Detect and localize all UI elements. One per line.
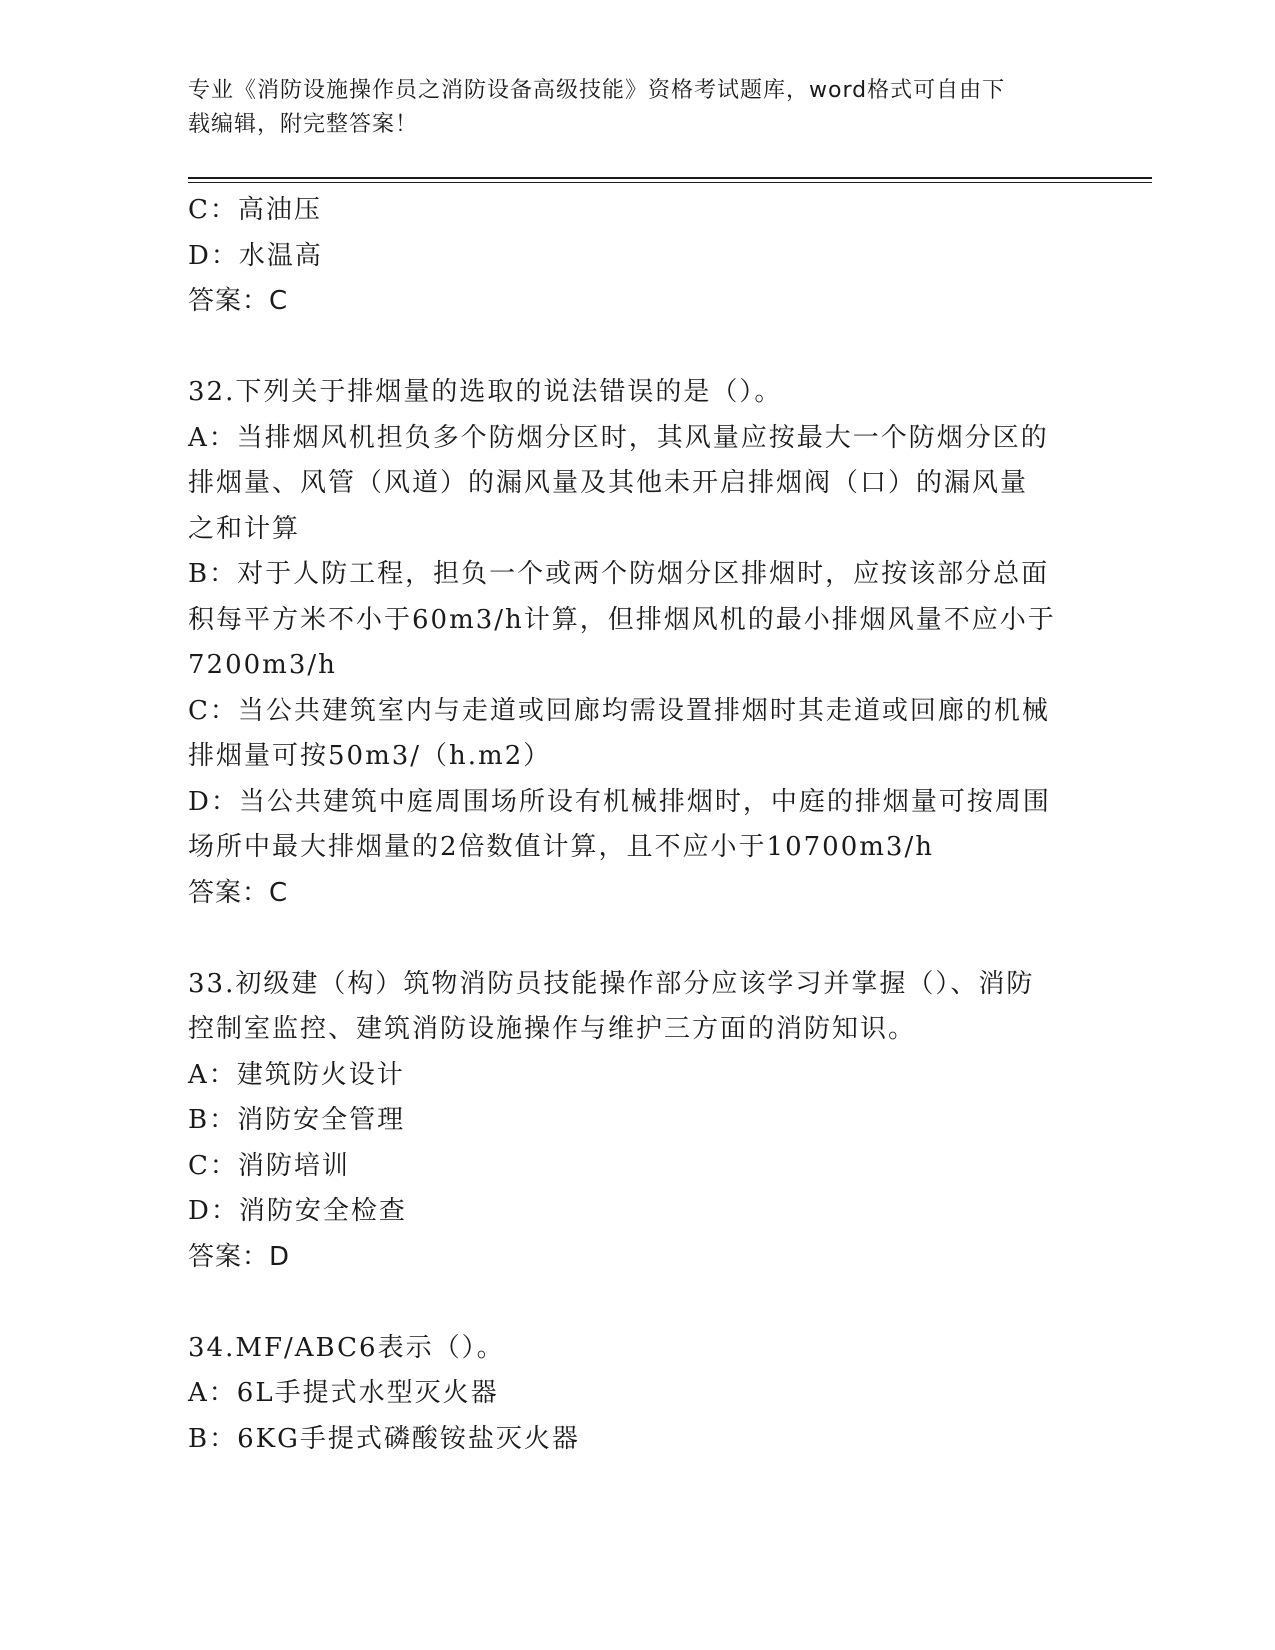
q32-option-b-line-1: B：对于人防工程，担负一个或两个防烟分区排烟时，应按该部分总面 [188, 559, 1050, 589]
q32-answer: 答案：C [188, 877, 289, 908]
q31-option-d: D：水温高 [188, 240, 323, 271]
q31-answer: 答案：C [188, 286, 289, 316]
q31-option-c: C：高油压 [188, 195, 322, 225]
spacer [188, 1280, 1088, 1326]
document-body [188, 188, 1088, 1462]
q32-option-d-line-2: 场所中最大排烟量的2倍数值计算，且不应小于10700m3/h [188, 832, 934, 862]
header-rule-thick [188, 177, 1152, 179]
q32-option-c-line-1: C：当公共建筑室内与走道或回廊均需设置排烟时其走道或回廊的机械 [188, 695, 1050, 726]
q32-stem: 32.下列关于排烟量的选取的说法错误的是（）。 [188, 377, 783, 407]
header-line-2: 载编辑，附完整答案！ [188, 112, 419, 137]
q33-option-b: B：消防安全管理 [188, 1105, 406, 1135]
q32-option-d-line-1: D：当公共建筑中庭周围场所设有机械排烟时，中庭的排烟量可按周围 [188, 786, 1051, 817]
q33-option-d: D：消防安全检查 [188, 1196, 407, 1226]
q33-stem-line-2: 控制室监控、建筑消防设施操作与维护三方面的消防知识。 [188, 1014, 917, 1044]
header-line-1: 专业《消防设施操作员之消防设备高级技能》资格考试题库，word格式可自由下 [188, 78, 1006, 103]
q33-answer: 答案：D [188, 1241, 291, 1272]
q33-option-a: A：建筑防火设计 [188, 1059, 405, 1090]
q33-stem-line-1: 33.初级建（构）筑物消防员技能操作部分应该学习并掌握（）、消防 [188, 968, 1035, 999]
question-34 [188, 1326, 1088, 1463]
document-header [188, 74, 1088, 142]
q32-option-c-line-2: 排烟量可按50m3/（h.m2） [188, 741, 552, 771]
spacer [188, 916, 1088, 962]
question-31-tail [188, 188, 1088, 325]
q34-stem: 34.MF/ABC6表示（）。 [188, 1332, 505, 1363]
q33-option-c: C：消防培训 [188, 1150, 350, 1181]
q34-option-a: A：6L手提式水型灭火器 [188, 1378, 499, 1408]
q32-option-a-line-1: A：当排烟风机担负多个防烟分区时，其风量应按最大一个防烟分区的 [188, 422, 1049, 453]
q34-option-b: B：6KG手提式磷酸铵盐灭火器 [188, 1423, 580, 1454]
q32-option-a-line-3: 之和计算 [188, 513, 301, 544]
spacer [188, 325, 1088, 371]
q32-option-a-line-2: 排烟量、风管（风道）的漏风量及其他未开启排烟阀（口）的漏风量 [188, 468, 1029, 498]
q32-option-b-line-2: 积每平方米不小于60m3/h计算，但排烟风机的最小排烟风量不应小于 [188, 604, 1056, 635]
question-32 [188, 370, 1088, 916]
header-rule-thin [188, 182, 1152, 183]
question-33 [188, 962, 1088, 1281]
q32-option-b-line-3: 7200m3/h [188, 650, 337, 680]
